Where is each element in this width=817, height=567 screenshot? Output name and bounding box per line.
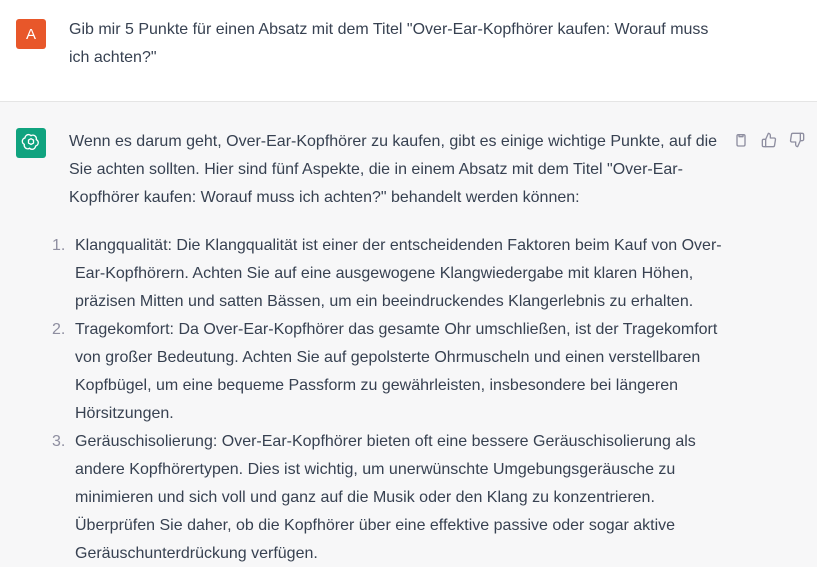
openai-logo-icon xyxy=(16,128,46,158)
thumbs-down-icon[interactable] xyxy=(787,130,807,150)
list-item-text: Tragekomfort: Da Over-Ear-Kopfhörer das gesamte Ohr umschließen, ist der Tragekomfort von großer Bedeutung. Achten Sie auf gepolsterte Ohrmuscheln und einen verstellbaren Kopfbügel, um eine bequeme Passform zu gewährleisten, insbesondere bei längeren Hörsitzungen. xyxy=(75,321,718,422)
thumbs-up-icon[interactable] xyxy=(759,130,779,150)
user-message-row xyxy=(0,0,817,102)
assistant-message-content xyxy=(52,128,724,567)
list-item-number: 1. xyxy=(52,237,66,254)
list-item xyxy=(52,428,724,567)
list-item-number: 2. xyxy=(52,321,66,338)
copy-icon[interactable] xyxy=(731,130,751,150)
message-actions xyxy=(731,130,807,150)
points-list xyxy=(52,232,724,567)
assistant-intro-text: Wenn es darum geht, Over-Ear-Kopfhörer zu kaufen, gibt es einige wichtige Punkte, auf die Sie achten sollten. Hier sind fünf Aspekte, die in einem Absatz mit dem Titel "Over-Ear-Kopfhörer kaufen: Worauf muss ich achten?" behandelt werden können: xyxy=(69,133,718,206)
list-item-number: 3. xyxy=(52,433,66,450)
list-item xyxy=(52,232,724,316)
user-avatar xyxy=(16,19,46,49)
list-item xyxy=(52,316,724,428)
user-message-text: Gib mir 5 Punkte für einen Absatz mit dem Titel "Over-Ear-Kopfhörer kaufen: Worauf muss ich achten?" xyxy=(69,21,709,66)
user-avatar-letter: A xyxy=(25,25,36,43)
list-item-text: Klangqualität: Die Klangqualität ist einer der entscheidenden Faktoren beim Kauf von Over-Ear-Kopfhörern. Achten Sie auf eine ausgewogene Klangwiedergabe mit klaren Höhen, präzisen Mitten und satten Bässen, um ein beeindruckendes Klangerlebnis zu erhalten. xyxy=(75,237,722,310)
list-item-text: Geräuschisolierung: Over-Ear-Kopfhörer bieten oft eine bessere Geräuschisolierung als andere Kopfhörertypen. Dies ist wichtig, um unerwünschte Umgebungsgeräusche zu minimieren und sich voll und ganz auf die Musik oder den Klang zu konzentrieren. Überprüfen Sie daher, ob die Kopfhörer über eine effektive passive oder sogar aktive Geräuschunterdrückung verfügen. xyxy=(75,433,696,562)
assistant-message-row xyxy=(0,102,817,567)
